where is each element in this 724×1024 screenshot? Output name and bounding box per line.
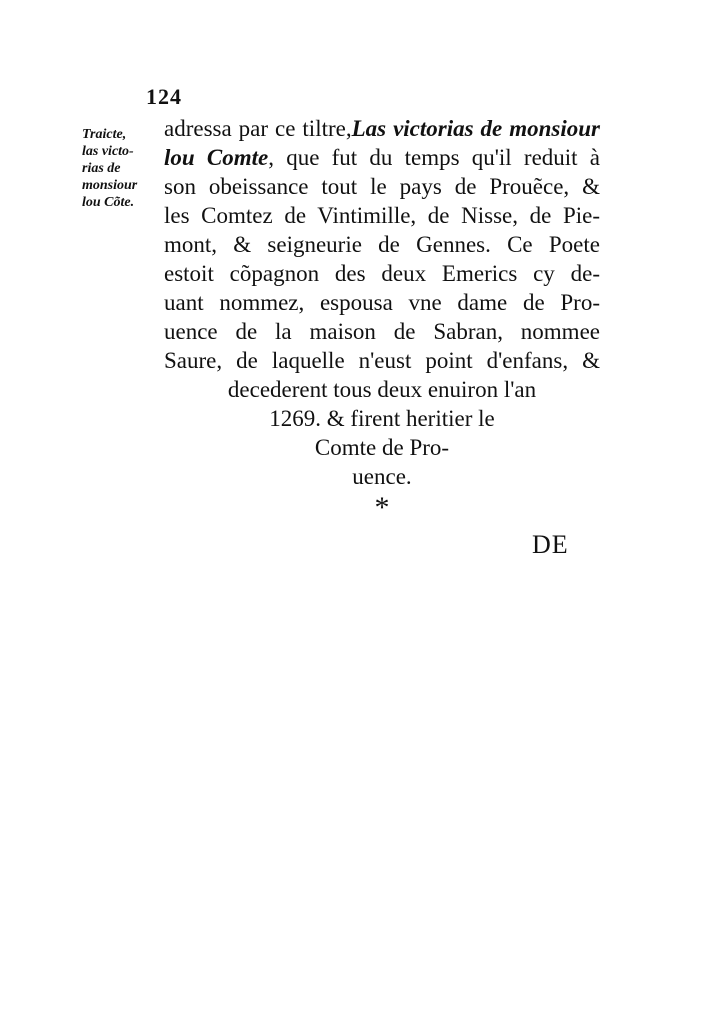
text-line: uence de la maison de Sabran, nommee xyxy=(164,319,600,344)
italic-title: lou Comte xyxy=(164,145,269,170)
margin-note-line: Traicte, xyxy=(82,127,127,142)
text-line xyxy=(164,143,600,172)
body-text xyxy=(164,114,600,525)
centered-line: Comte de Pro- xyxy=(314,435,450,460)
text-line: uant nommez, espousa vne dame de Pro- xyxy=(164,290,600,315)
margin-note-line: rias de xyxy=(82,161,121,176)
centered-line: 1269. & firent heritier le xyxy=(269,406,495,431)
margin-note-line: lou Cõte. xyxy=(82,195,135,210)
text-line: les Comtez de Vintimille, de Nisse, de Pie- xyxy=(164,203,600,228)
text-line: estoit cõpagnon des deux Emerics cy de- xyxy=(164,261,600,286)
text-line: Saure, de laquelle n'eust point d'enfans, & xyxy=(164,348,600,373)
catchword: DE xyxy=(532,530,569,559)
centered-line: decederent tous deux enuiron l'an xyxy=(227,377,537,402)
margin-note-line: las victo- xyxy=(82,144,134,159)
margin-note-line: monsiour xyxy=(82,178,138,193)
italic-title: Las victorias de monsiour xyxy=(351,116,600,141)
margin-note xyxy=(82,126,158,211)
text-line xyxy=(164,114,600,143)
text-run: , que fut du temps qu'il reduit à xyxy=(268,145,600,170)
text-run: adressa par ce tiltre, xyxy=(164,116,352,141)
text-line: son obeissance tout le pays de Prouẽce, & xyxy=(164,174,600,199)
page-number: 124 xyxy=(146,84,182,109)
text-line: mont, & seigneurie de Gennes. Ce Poete xyxy=(164,232,600,257)
asterisk-ornament: * xyxy=(374,491,390,524)
centered-line: uence. xyxy=(352,464,412,489)
